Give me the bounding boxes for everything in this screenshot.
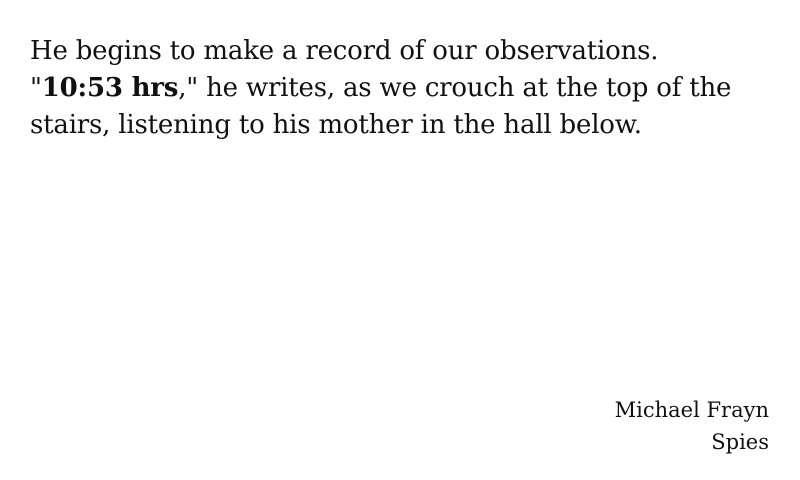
- quote-text-before: He begins to make a record of our observations. ": [30, 36, 659, 103]
- quote-text-after: ," he writes, as we crouch at the top of the stairs, listening to his mother in the hall below.: [30, 73, 732, 140]
- book-title: Spies: [711, 430, 769, 454]
- author-name: Michael Frayn: [614, 398, 769, 422]
- quote-time-highlight: 10:53 hrs: [41, 73, 179, 103]
- attribution: [615, 394, 769, 458]
- quote-passage: [30, 33, 750, 144]
